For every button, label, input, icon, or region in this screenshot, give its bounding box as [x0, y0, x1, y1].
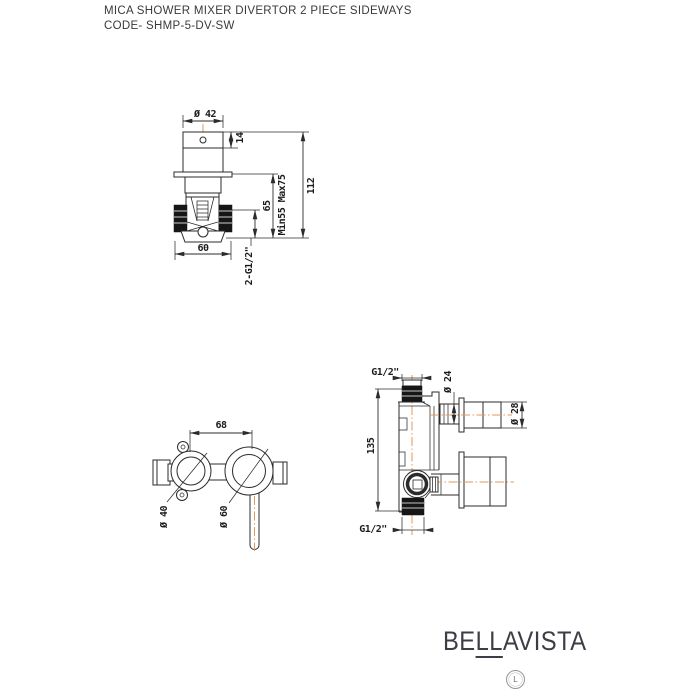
brand-text-start: BE: [443, 626, 476, 656]
dim-small-trim-diameter: Ø 40: [159, 505, 170, 529]
bottom-inlet-thread: [402, 498, 424, 515]
dim-bottom-inlet-thread: G1/2": [359, 524, 387, 535]
neck: [185, 177, 221, 193]
dim-body-width: 60: [197, 243, 209, 254]
bottom-ear: [177, 490, 188, 501]
diverter-socket: [413, 480, 422, 489]
brand-monogram-badge: [506, 670, 525, 689]
product-title: MICA SHOWER MIXER DIVERTOR 2 PIECE SIDEWAYS: [104, 5, 412, 17]
right-port-stub: [273, 462, 287, 484]
top-inlet-cap: [403, 380, 421, 386]
front-view: [153, 420, 287, 551]
rough-in-side-view: [359, 367, 527, 535]
wall-flange: [174, 172, 232, 177]
skirt-screw: [198, 227, 208, 237]
brand-monogram-letter: L: [513, 675, 518, 684]
top-ear: [178, 442, 189, 453]
dim-large-trim-diameter: Ø 60: [219, 505, 230, 529]
knob-set-screw: [200, 137, 206, 143]
lower-trim-flange: [459, 452, 464, 508]
dim-center-distance: 68: [215, 420, 227, 431]
dim-outlet-offset: 65: [262, 200, 273, 212]
dim-cap-height: 14: [235, 132, 246, 144]
valve-body: [186, 193, 219, 231]
brand-logo: [443, 626, 587, 657]
side-elevation-view: [174, 108, 317, 285]
upper-stem: [440, 404, 459, 424]
dim-knob-diameter: Ø 42: [193, 109, 217, 120]
top-inlet-thread: [402, 386, 422, 402]
brand-text-end: AVISTA: [502, 626, 587, 656]
left-inlet-thread: [174, 205, 187, 232]
label-inlet-threads: 2-G1/2": [244, 246, 255, 286]
right-inlet-thread: [219, 205, 232, 232]
retainer-clip: [430, 477, 438, 492]
dim-top-inlet-thread: G1/2": [371, 367, 399, 378]
dim-stem-diameter: Ø 24: [443, 370, 454, 394]
dim-install-range: Min55 Max75: [277, 174, 288, 236]
brand-ll-ligature: LL: [475, 626, 503, 656]
dim-overall-height: 112: [306, 177, 317, 195]
product-code: CODE- SHMP-5-DV-SW: [104, 19, 235, 32]
dim-body-height: 135: [366, 437, 377, 455]
left-port-stub: [153, 460, 170, 485]
dim-knob-diameter-side: Ø 28: [510, 402, 521, 426]
